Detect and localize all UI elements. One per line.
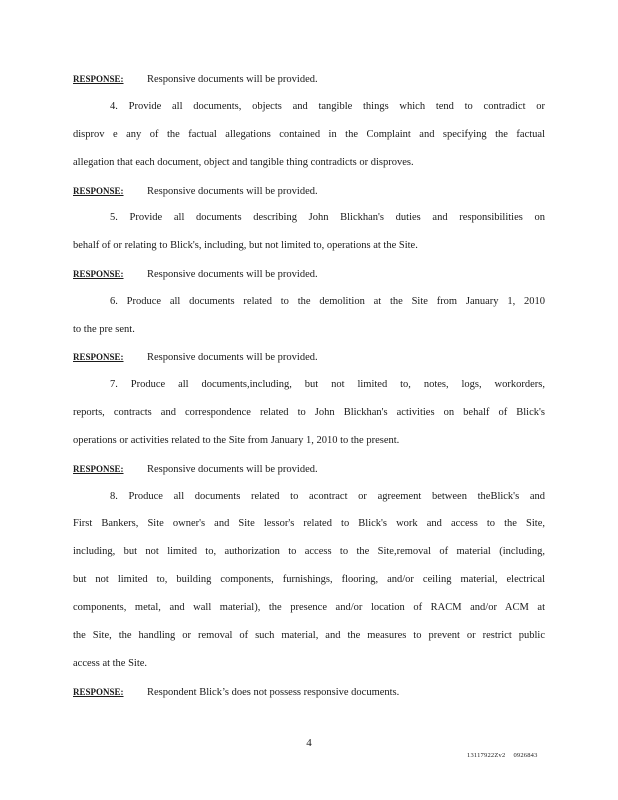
request-6-line-1: 6. Produce all documents related to the demolition at the Site from January 1, 2010	[110, 296, 545, 307]
request-8-line-4: but not limited to, building components, furnishings, flooring, and/or ceiling material, electrical	[73, 574, 545, 585]
request-4-line-2: disprov e any of the factual allegations contained in the Complaint and specifying the factual	[73, 129, 545, 140]
response-label: RESPONSE:	[73, 464, 124, 474]
response-text: Respondent Blick’s does not possess responsive documents.	[147, 687, 400, 698]
response-label: RESPONSE:	[73, 269, 124, 279]
document-id	[467, 752, 546, 759]
response-label: RESPONSE:	[73, 352, 124, 362]
response-label: RESPONSE:	[73, 687, 124, 697]
response-line	[73, 350, 545, 365]
document-number: 0926843	[513, 752, 538, 759]
response-text: Responsive documents will be provided.	[147, 352, 318, 363]
request-5-line-2: behalf of or relating to Blick's, including, but not limited to, operations at the Site.	[73, 240, 418, 251]
document-version-id: 13117922Zv2	[467, 752, 506, 759]
response-text: Responsive documents will be provided.	[147, 186, 318, 197]
response-text: Responsive documents will be provided.	[147, 74, 318, 85]
request-7-line-3: operations or activities related to the Site from January 1, 2010 to the present.	[73, 435, 400, 446]
response-line	[73, 267, 545, 282]
request-6-line-2: to the pre sent.	[73, 324, 135, 335]
response-label: RESPONSE:	[73, 74, 124, 84]
request-8-line-1: 8. Produce all documents related to acontract or agreement between theBlick's and	[110, 491, 545, 502]
request-7-line-2: reports, contracts and correspondence related to John Blickhan's activities on behalf of Blick's	[73, 407, 545, 418]
request-5-line-1: 5. Provide all documents describing John Blickhan's duties and responsibilities on	[110, 212, 545, 223]
request-8-line-3: including, but not limited to, authorization to access to the Site,removal of material (including,	[73, 546, 545, 557]
response-line	[73, 462, 545, 477]
response-line	[73, 72, 545, 87]
request-4-line-3: allegation that each document, object and tangible thing contradicts or disproves.	[73, 157, 414, 168]
request-8-line-2: First Bankers, Site owner's and Site lessor's related to Blick's work and access to the Site,	[73, 518, 545, 529]
response-label: RESPONSE:	[73, 186, 124, 196]
response-line	[73, 184, 545, 199]
response-text: Responsive documents will be provided.	[147, 464, 318, 475]
response-text: Responsive documents will be provided.	[147, 269, 318, 280]
request-8-line-6: the Site, the handling or removal of such material, and the measures to prevent or restrict public	[73, 630, 545, 641]
request-4-line-1: 4. Provide all documents, objects and tangible things which tend to contradict or	[110, 101, 545, 112]
response-line	[73, 685, 545, 700]
request-8-line-5: components, metal, and wall material), the presence and/or location of RACM and/or ACM at	[73, 602, 545, 613]
page-number: 4	[306, 737, 312, 749]
request-8-line-7: access at the Site.	[73, 658, 148, 669]
request-7-line-1: 7. Produce all documents,including, but not limited to, notes, logs, workorders,	[110, 379, 545, 390]
